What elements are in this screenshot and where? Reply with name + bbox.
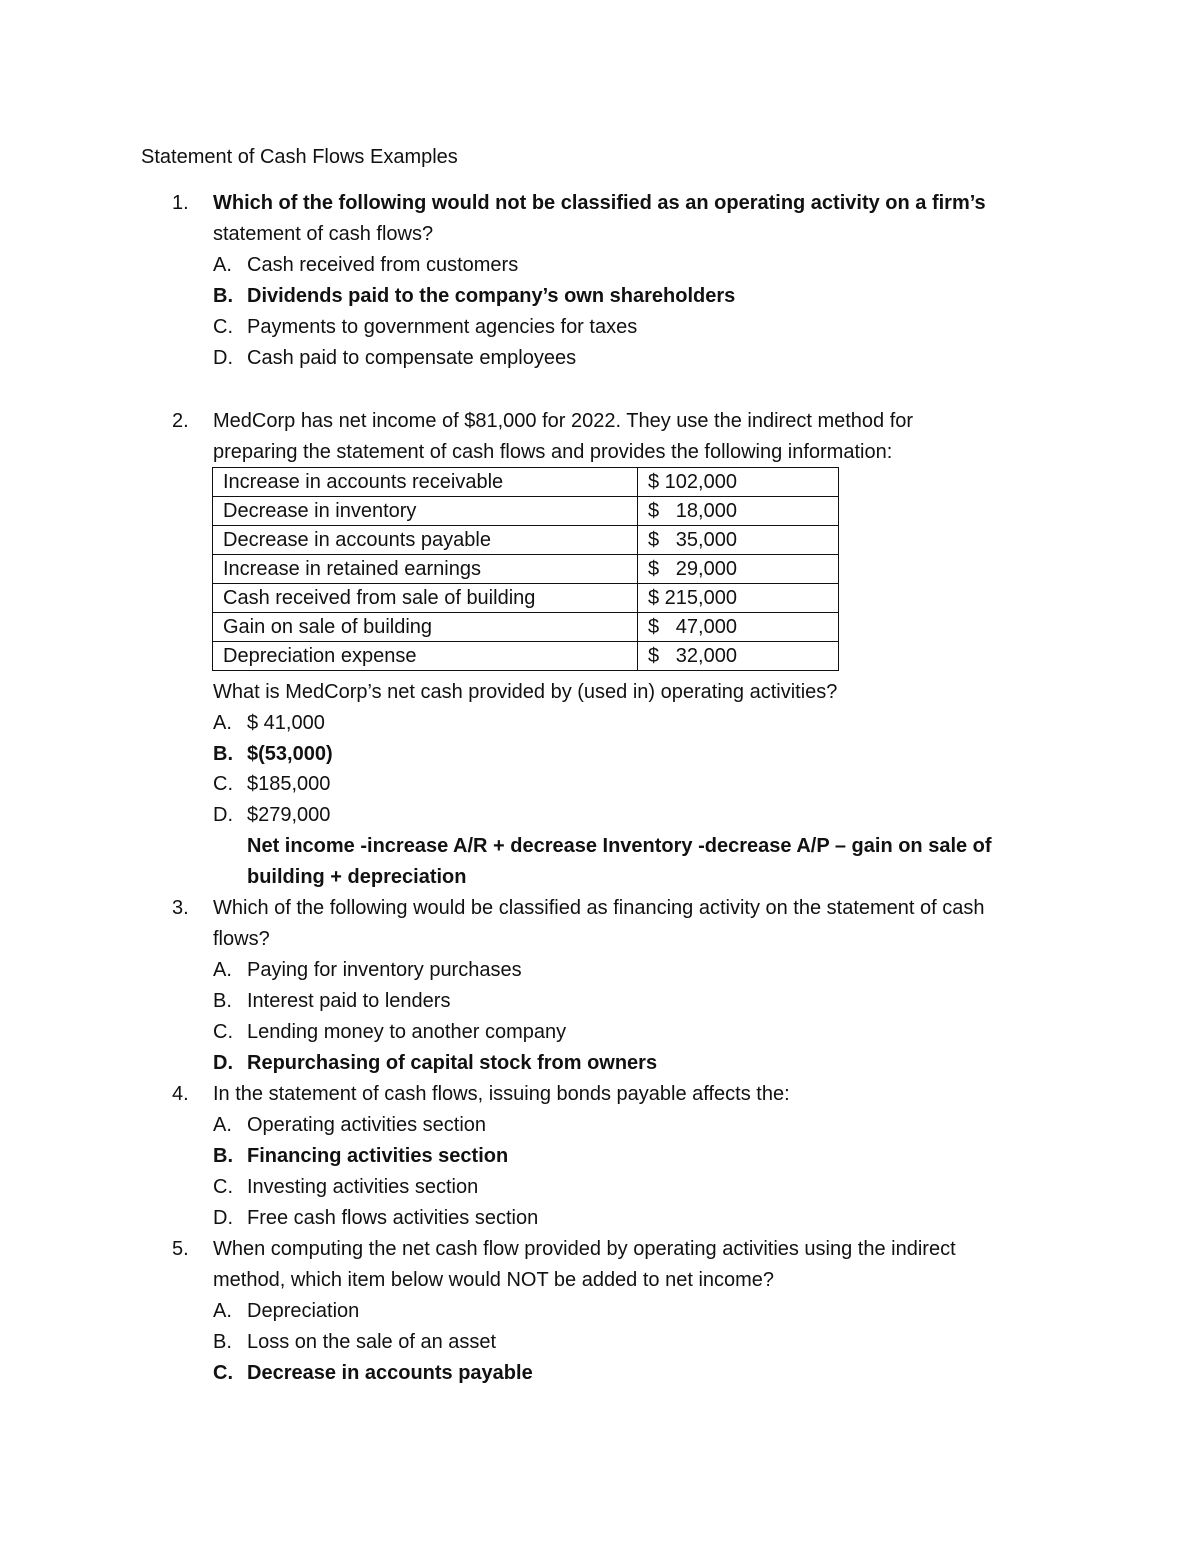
- option-text: $185,000: [247, 773, 331, 795]
- option-text: $279,000: [247, 804, 331, 826]
- question-text-line: Which of the following would not be classified as an operating activity on a firm’s: [213, 192, 986, 214]
- table-cell-label: Depreciation expense: [213, 642, 638, 671]
- option-letter: D.: [213, 1207, 233, 1229]
- table-cell-amount: $ 47,000: [638, 613, 839, 642]
- option-letter: C.: [213, 1176, 233, 1198]
- question-number: 4.: [172, 1083, 189, 1105]
- table-cell-label: Decrease in inventory: [213, 497, 638, 526]
- question-number: 5.: [172, 1238, 189, 1260]
- option-letter: D.: [213, 804, 233, 826]
- table-cell-amount: $ 215,000: [638, 584, 839, 613]
- financial-data-table: [212, 467, 839, 671]
- option-letter: B.: [213, 1331, 232, 1353]
- table-row: [213, 613, 839, 642]
- table-row: [213, 468, 839, 497]
- option-text: Lending money to another company: [247, 1021, 567, 1043]
- question-text-line: When computing the net cash flow provided by operating activities using the indirect: [213, 1238, 956, 1260]
- document-title: Statement of Cash Flows Examples: [141, 146, 458, 168]
- table-row: [213, 497, 839, 526]
- table-row: [213, 642, 839, 671]
- correct-option-text: Financing activities section: [247, 1145, 509, 1167]
- question-prompt: What is MedCorp’s net cash provided by (used in) operating activities?: [213, 681, 838, 703]
- correct-option-text: Dividends paid to the company’s own shareholders: [247, 285, 736, 307]
- table-cell-label: Decrease in accounts payable: [213, 526, 638, 555]
- option-letter: C.: [213, 773, 233, 795]
- table-cell-amount: $ 102,000: [638, 468, 839, 497]
- table-cell-label: Cash received from sale of building: [213, 584, 638, 613]
- option-letter: B.: [213, 990, 232, 1012]
- question-text-line: flows?: [213, 928, 270, 950]
- option-text: Free cash flows activities section: [247, 1207, 539, 1229]
- option-text: Depreciation: [247, 1300, 360, 1322]
- question-text-line: In the statement of cash flows, issuing bonds payable affects the:: [213, 1083, 790, 1105]
- option-letter: B.: [213, 285, 233, 307]
- option-text: Cash received from customers: [247, 254, 519, 276]
- option-letter: C.: [213, 1362, 233, 1384]
- option-letter: A.: [213, 1114, 232, 1136]
- table-cell-amount: $ 29,000: [638, 555, 839, 584]
- table-row: [213, 526, 839, 555]
- table-cell-label: Increase in accounts receivable: [213, 468, 638, 497]
- option-text: Paying for inventory purchases: [247, 959, 522, 981]
- option-letter: B.: [213, 1145, 233, 1167]
- question-text-line: statement of cash flows?: [213, 223, 434, 245]
- table-row: [213, 555, 839, 584]
- option-letter: A.: [213, 959, 232, 981]
- option-text: Interest paid to lenders: [247, 990, 451, 1012]
- question-number: 2.: [172, 410, 189, 432]
- question-number: 3.: [172, 897, 189, 919]
- table-cell-label: Increase in retained earnings: [213, 555, 638, 584]
- table-cell-amount: $ 35,000: [638, 526, 839, 555]
- question-text-line: Which of the following would be classified as financing activity on the statement of cash: [213, 897, 985, 919]
- table-cell-amount: $ 32,000: [638, 642, 839, 671]
- table-row: [213, 584, 839, 613]
- option-text: Cash paid to compensate employees: [247, 347, 577, 369]
- option-text: $ 41,000: [247, 712, 325, 734]
- question-text-line: MedCorp has net income of $81,000 for 2022. They use the indirect method for: [213, 410, 914, 432]
- option-letter: A.: [213, 254, 232, 276]
- question-text-line: preparing the statement of cash flows and provides the following information:: [213, 441, 893, 463]
- option-letter: C.: [213, 1021, 233, 1043]
- question-text-line: method, which item below would NOT be added to net income?: [213, 1269, 775, 1291]
- option-text: Loss on the sale of an asset: [247, 1331, 497, 1353]
- correct-option-text: $(53,000): [247, 743, 333, 765]
- option-text: Investing activities section: [247, 1176, 479, 1198]
- answer-explanation-line: building + depreciation: [247, 866, 467, 888]
- option-text: Operating activities section: [247, 1114, 487, 1136]
- correct-option-text: Repurchasing of capital stock from owners: [247, 1052, 658, 1074]
- table-cell-label: Gain on sale of building: [213, 613, 638, 642]
- option-letter: A.: [213, 1300, 232, 1322]
- option-text: Payments to government agencies for taxes: [247, 316, 638, 338]
- table-cell-amount: $ 18,000: [638, 497, 839, 526]
- option-letter: D.: [213, 347, 233, 369]
- answer-explanation-line: Net income -increase A/R + decrease Inventory -decrease A/P – gain on sale of: [247, 835, 992, 857]
- option-letter: D.: [213, 1052, 233, 1074]
- correct-option-text: Decrease in accounts payable: [247, 1362, 533, 1384]
- option-letter: C.: [213, 316, 233, 338]
- option-letter: A.: [213, 712, 232, 734]
- question-number: 1.: [172, 192, 189, 214]
- option-letter: B.: [213, 743, 233, 765]
